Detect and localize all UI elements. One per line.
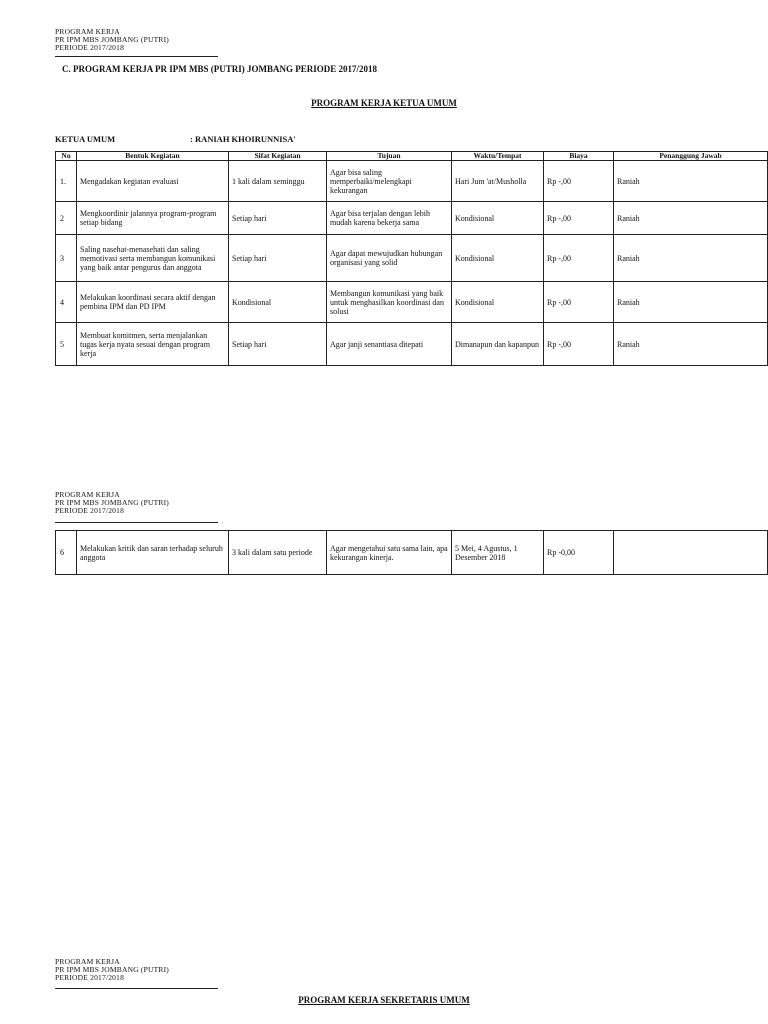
cell-waktu: Kondisional xyxy=(452,202,544,235)
header-line-1: PROGRAM KERJA xyxy=(55,957,120,966)
col-header-biaya: Biaya xyxy=(544,152,614,161)
cell-no: 2 xyxy=(56,202,77,235)
cell-biaya: Rp -,00 xyxy=(544,202,614,235)
program-table-continued xyxy=(55,530,768,575)
ketua-label: KETUA UMUM xyxy=(55,134,116,144)
cell-waktu: Dimanapun dan kapanpun xyxy=(452,323,544,366)
cell-biaya: Rp -,00 xyxy=(544,235,614,282)
cell-no: 3 xyxy=(56,235,77,282)
header-line-3: PERIODE 2017/2018 xyxy=(55,506,125,515)
cell-no: 1. xyxy=(56,161,77,202)
cell-biaya: Rp -,00 xyxy=(544,323,614,366)
cell-pj: Raniah xyxy=(614,235,768,282)
cell-tujuan: Agar dapat mewujudkan hubungan organisasi yang solid xyxy=(327,235,452,282)
col-header-pj: Penanggung Jawab xyxy=(614,152,768,161)
section-title: C. PROGRAM KERJA PR IPM MBS (PUTRI) JOMBANG PERIODE 2017/2018 xyxy=(62,64,377,74)
cell-waktu: Kondisional xyxy=(452,282,544,323)
cell-sifat: 3 kali dalam satu periode xyxy=(229,531,327,575)
col-header-bentuk: Bentuk Kegiatan xyxy=(77,152,229,161)
table-row xyxy=(56,323,768,366)
cell-biaya: Rp -0,00 xyxy=(544,531,614,575)
header-line-1: PROGRAM KERJA xyxy=(55,490,120,499)
header-divider-1 xyxy=(55,56,218,57)
page-header-2 xyxy=(55,491,169,515)
header-line-2: PR IPM MBS JOMBANG (PUTRI) xyxy=(55,498,169,507)
cell-waktu: Kondisional xyxy=(452,235,544,282)
cell-bentuk: Melakukan koordinasi secara aktif dengan pembina IPM dan PD IPM xyxy=(77,282,229,323)
header-line-2: PR IPM MBS JOMBANG (PUTRI) xyxy=(55,965,169,974)
col-header-tujuan: Tujuan xyxy=(327,152,452,161)
cell-no: 5 xyxy=(56,323,77,366)
table-row xyxy=(56,161,768,202)
cell-tujuan: Agar mengetahui satu sama lain, apa kekurangan kinerja. xyxy=(327,531,452,575)
cell-bentuk: Saling nasehat-menasehati dan saling memotivasi serta membangun komunikasi yang baik antar pengurus dan anggota xyxy=(77,235,229,282)
cell-tujuan: Agar bisa terjalan dengan lebih mudah karena bekerja sama xyxy=(327,202,452,235)
page-header-3 xyxy=(55,958,169,982)
cell-pj: Raniah xyxy=(614,323,768,366)
header-line-1: PROGRAM KERJA xyxy=(55,27,120,36)
cell-sifat: Setiap hari xyxy=(229,202,327,235)
cell-no: 4 xyxy=(56,282,77,323)
cell-bentuk: Melakukan kritik dan saran terhadap seluruh anggota xyxy=(77,531,229,575)
cell-tujuan: Agar janji senantiasa ditepati xyxy=(327,323,452,366)
cell-sifat: Setiap hari xyxy=(229,235,327,282)
col-header-waktu: Waktu/Tempat xyxy=(452,152,544,161)
program-table xyxy=(55,151,768,366)
cell-pj: Raniah xyxy=(614,161,768,202)
cell-pj: Raniah xyxy=(614,202,768,235)
cell-pj xyxy=(614,531,768,575)
cell-tujuan: Membangun komunikasi yang baik untuk menghasilkan koordinasi dan solusi xyxy=(327,282,452,323)
cell-sifat: 1 kali dalam seminggu xyxy=(229,161,327,202)
program-title: PROGRAM KERJA KETUA UMUM xyxy=(311,98,457,108)
table-row xyxy=(56,531,768,575)
cell-pj: Raniah xyxy=(614,282,768,323)
ketua-value: : RANIAH KHOIRUNNISA' xyxy=(190,134,296,144)
cell-biaya: Rp -,00 xyxy=(544,282,614,323)
cell-waktu: Hari Jum 'at/Musholla xyxy=(452,161,544,202)
table-header-row xyxy=(56,152,768,161)
col-header-sifat: Sifat Kegiatan xyxy=(229,152,327,161)
col-header-no: No xyxy=(56,152,77,161)
header-line-3: PERIODE 2017/2018 xyxy=(55,973,125,982)
cell-biaya: Rp -,00 xyxy=(544,161,614,202)
cell-bentuk: Membuat komitmen, serta menjalankan tugas kerja nyata sesuai dengan program kerja xyxy=(77,323,229,366)
cell-bentuk: Mengadakan kegiatan evaluasi xyxy=(77,161,229,202)
table-row xyxy=(56,282,768,323)
program-title-2: PROGRAM KERJA SEKRETARIS UMUM xyxy=(298,995,470,1005)
header-line-2: PR IPM MBS JOMBANG (PUTRI) xyxy=(55,35,169,44)
header-divider-3 xyxy=(55,988,218,989)
header-divider-2 xyxy=(55,522,218,523)
page-header-1 xyxy=(55,28,169,52)
cell-sifat: Kondisional xyxy=(229,282,327,323)
table-row xyxy=(56,202,768,235)
cell-waktu: 5 Mei, 4 Agustus, 1 Desember 2018 xyxy=(452,531,544,575)
table-row xyxy=(56,235,768,282)
cell-no: 6 xyxy=(56,531,77,575)
header-line-3: PERIODE 2017/2018 xyxy=(55,43,125,52)
cell-tujuan: Agar bisa saling memperbaiki/melengkapi kekurangan xyxy=(327,161,452,202)
cell-bentuk: Mengkoordinir jalannya program-program setiap bidang xyxy=(77,202,229,235)
cell-sifat: Setiap hari xyxy=(229,323,327,366)
